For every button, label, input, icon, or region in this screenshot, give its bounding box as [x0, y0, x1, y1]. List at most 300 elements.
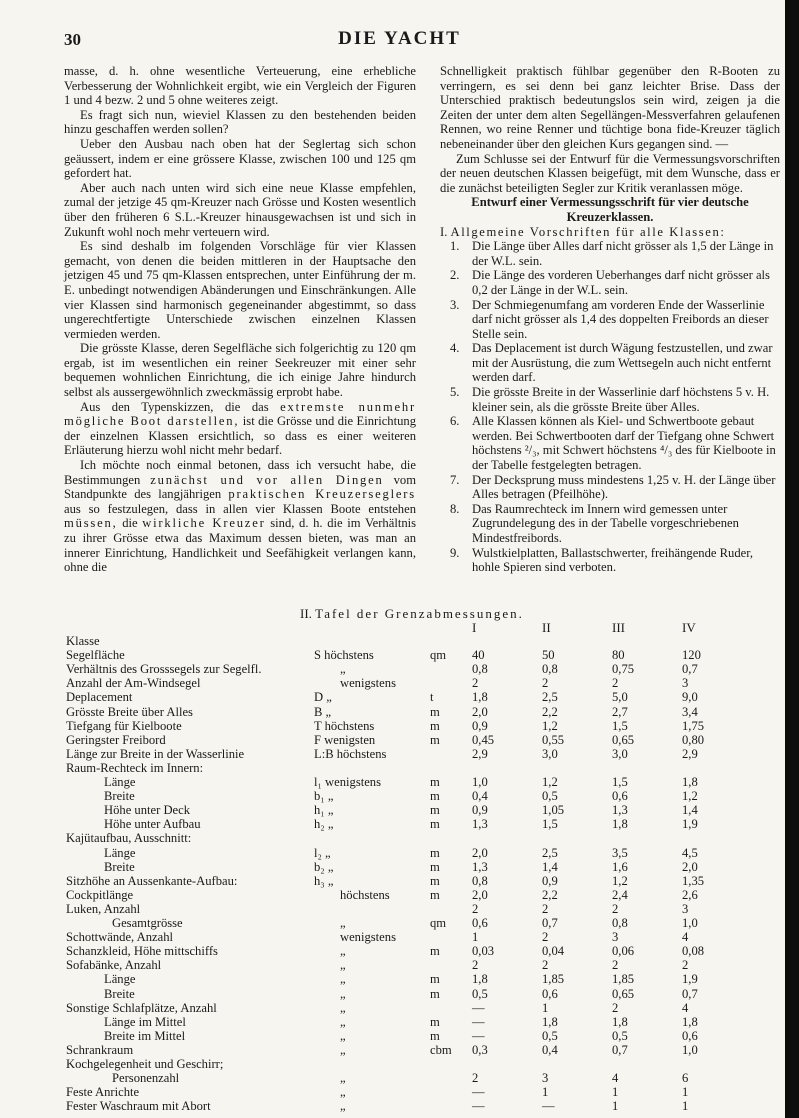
row-label: Sitzhöhe an Aussenkante-Aufbau:: [66, 873, 238, 888]
row-symbol: b₂ „: [314, 859, 334, 874]
section-title: Allgemeine Vorschriften für alle Klassen:: [450, 224, 726, 239]
table-row: [0, 902, 790, 916]
cell-class-1: —: [472, 1099, 485, 1114]
table-row: [0, 930, 790, 944]
cell-class-4: 3: [682, 676, 689, 691]
cell-class-1: 2: [472, 958, 479, 973]
row-symbol: „: [340, 1085, 346, 1100]
row-unit: qm: [430, 648, 447, 663]
row-label: Fester Waschraum mit Abort: [66, 1099, 211, 1114]
table-row: [0, 662, 790, 676]
spaced-text: praktischen Kreuzerseglers: [228, 487, 416, 502]
cell-class-4: 3: [682, 901, 689, 916]
cell-class-3: 1,85: [612, 972, 635, 987]
cell-class-2: 50: [542, 648, 555, 663]
row-label: Länge: [104, 775, 136, 789]
table-row: [0, 803, 790, 817]
cell-class-1: 1,3: [472, 817, 488, 832]
cell-class-2: 2: [542, 676, 549, 691]
cell-class-3: 0,5: [612, 1028, 628, 1043]
table-row: [0, 1043, 790, 1057]
rule-text: Das Raumrechteck im Innern wird gemessen unter Zugrundelegung des in der Tabelle vorgeschriebenen Mindestfreibords.: [472, 501, 739, 545]
cell-class-3: 80: [612, 648, 625, 663]
cell-class-1: 2,0: [472, 887, 488, 902]
row-unit: m: [430, 775, 440, 789]
rule-item: [450, 473, 780, 502]
rule-item: [450, 385, 780, 414]
table-row: [0, 916, 790, 930]
cell-class-4: 4: [682, 1000, 689, 1015]
rule-number: 2.: [450, 268, 460, 283]
cell-class-4: 1,35: [682, 873, 705, 888]
cell-class-4: 0,80: [682, 732, 705, 747]
row-symbol: „: [340, 1099, 346, 1114]
table-title-number: II.: [300, 606, 312, 621]
row-unit: qm: [430, 916, 447, 930]
rule-number: 7.: [450, 472, 460, 487]
row-unit: m: [430, 803, 440, 818]
row-label: Grösste Breite über Alles: [66, 704, 193, 719]
row-label: Personenzahl: [112, 1071, 180, 1086]
row-unit: m: [430, 1028, 440, 1043]
row-symbol: D „: [314, 690, 332, 705]
paragraph: Es sind deshalb im folgenden Vorschläge für vier Klassen gemacht, von denen die beiden mittleren in der Hauptsache den jetzigen 45 und 75 qm-Klassen entsprechen, unter Einführung der m. E. unbedingt notwendigen Abänderungen und Einschränkungen. Alle vier Klassen sind harmonisch gegeneinander abgestimmt, so dass ungerechtfertigte Unterschiede zwischen einzelnen Klassen vermieden werden.: [64, 239, 416, 341]
cell-class-3: 1: [612, 1085, 619, 1100]
cell-class-3: 4: [612, 1071, 619, 1086]
cell-class-1: 0,5: [472, 986, 488, 1001]
row-unit: m: [430, 845, 440, 860]
row-symbol: T höchstens: [314, 718, 375, 733]
paragraph: Es fragt sich nun, wieviel Klassen zu den bestehenden beiden hinzu geschaffen werden sollen?: [64, 107, 416, 137]
row-label: Segelfläche: [66, 648, 125, 663]
text-run: Aus den Typenskizzen, die das: [80, 399, 269, 414]
table-row: [0, 987, 790, 1001]
row-symbol: „: [340, 972, 346, 987]
paragraph: Aber auch nach unten wird sich eine neue Klasse empfehlen, zumal der jetzige 45 qm-Kreuzer nach Grösse und Kosten wesentlich über den früheren 6 S.L.-Kreuzer hinausgewachsen ist und sich in Zukunft wohl noch mehr verteuern wird.: [64, 180, 416, 239]
row-symbol: h₂ „: [314, 817, 334, 832]
cell-class-2: 2,2: [542, 704, 558, 719]
cell-class-2: 1,5: [542, 817, 558, 832]
cell-class-1: 0,9: [472, 718, 488, 733]
row-label: Verhältnis des Grosssegels zur Segelfl.: [66, 662, 262, 677]
cell-class-1: 0,03: [472, 944, 495, 959]
cell-class-1: 40: [472, 648, 485, 663]
row-unit: m: [430, 944, 440, 959]
cell-class-4: 6: [682, 1071, 689, 1086]
table-row: [0, 1099, 790, 1113]
row-symbol: „: [340, 1014, 346, 1029]
cell-class-2: 2: [542, 901, 549, 916]
cell-class-3: 1,3: [612, 803, 628, 818]
spaced-text: wirkliche Kreuzer: [142, 516, 266, 531]
cell-class-1: 0,9: [472, 803, 488, 818]
table-row: [0, 972, 790, 986]
row-symbol: „: [340, 958, 346, 973]
table-row: [0, 860, 790, 874]
row-unit: m: [430, 817, 440, 832]
cell-class-3: 3,0: [612, 746, 628, 761]
cell-class-1: 2: [472, 901, 479, 916]
cell-class-4: 2,0: [682, 859, 698, 874]
spaced-text: extremste nunmehr mögliche Boot darstellen,: [64, 399, 416, 429]
cell-class-2: 0,9: [542, 873, 558, 888]
cell-class-3: 0,65: [612, 732, 635, 747]
section-number: I.: [440, 224, 448, 239]
row-label: Geringster Freibord: [66, 732, 166, 747]
cell-class-4: 2,6: [682, 887, 698, 902]
paragraph: Die grösste Klasse, deren Segelfläche sich folgerichtig zu 120 qm ergab, ist im wesentlichen ein reiner Seekreuzer mit einer sehr bequemen wohnlichen Einrichtung, die ich einige Jahre hindurch selbst als aussergewöhnlich zweckmässig erprobt habe.: [64, 341, 416, 400]
cell-class-2: 0,04: [542, 944, 565, 959]
row-label: Cockpitlänge: [66, 887, 134, 902]
rule-number: 1.: [450, 239, 460, 254]
cell-class-4: 9,0: [682, 690, 698, 705]
cell-class-4: 1,4: [682, 803, 698, 818]
cell-class-1: 0,8: [472, 873, 488, 888]
row-unit: m: [430, 873, 440, 888]
cell-class-4: 4: [682, 930, 689, 945]
cell-class-2: 0,4: [542, 1042, 558, 1057]
row-symbol: „: [340, 986, 346, 1001]
row-unit: cbm: [430, 1042, 452, 1057]
row-symbol: wenigstens: [340, 676, 396, 691]
text-run: sind, d. h. die im Verhältnis zu ihrer Grösse etwa das Maximum dessen bieten, was man an innerer Einrichtung, Handlichkeit und Seefähigkeit verlangen kann, ohne die: [64, 516, 417, 575]
row-label: Breite: [104, 986, 135, 1001]
row-symbol: h₃ „: [314, 873, 334, 888]
cell-class-4: 1,0: [682, 1042, 698, 1057]
row-label: Höhe unter Deck: [104, 803, 191, 818]
cell-class-2: 2,2: [542, 887, 558, 902]
cell-class-2: 2: [542, 930, 549, 945]
class-header: IV: [682, 620, 696, 635]
cell-class-3: 1,6: [612, 859, 628, 874]
row-unit: m: [430, 887, 440, 902]
cell-class-4: 1,2: [682, 789, 698, 804]
row-symbol: F wenigsten: [314, 732, 376, 747]
cell-class-3: 0,65: [612, 986, 635, 1001]
cell-class-2: 1,05: [542, 803, 565, 818]
row-symbol: L:B höchstens: [314, 746, 387, 761]
rule-text: Die Länge über Alles darf nicht grösser als 1,5 der Länge in der W.L. sein.: [472, 239, 774, 268]
row-label: Raum-Rechteck im Innern:: [66, 760, 204, 775]
text-run: die: [122, 516, 138, 531]
cell-class-2: 1,4: [542, 859, 558, 874]
cell-class-4: 1,8: [682, 1014, 698, 1029]
cell-class-1: 1,8: [472, 972, 488, 987]
cell-class-2: 3,0: [542, 746, 558, 761]
cell-class-4: 3,4: [682, 704, 698, 719]
row-symbol: b₁ „: [314, 789, 334, 804]
rule-text: Der Decksprung muss mindestens 1,25 v. H. der Länge über Alles betragen (Pfeilhöhe).: [472, 472, 776, 502]
table-row: [0, 789, 790, 803]
cell-class-2: 1,2: [542, 718, 558, 733]
row-label: Kajütaufbau, Ausschnitt:: [66, 831, 192, 846]
cell-class-1: —: [472, 1028, 485, 1043]
cell-class-3: 1: [612, 1099, 619, 1114]
cell-class-3: 2: [612, 1000, 619, 1015]
text-run: Ich möchte noch einmal betonen, dass ich versucht habe, die Bestimmungen: [64, 458, 416, 487]
cell-class-1: 2: [472, 1071, 479, 1086]
row-label: Länge: [104, 972, 136, 987]
cell-class-4: 1,75: [682, 718, 705, 733]
cell-class-1: —: [472, 1014, 485, 1029]
table-row: [0, 944, 790, 958]
rule-number: 8.: [450, 501, 460, 516]
cell-class-4: 120: [682, 648, 701, 663]
cell-class-2: 1,2: [542, 775, 558, 789]
cell-class-3: 0,75: [612, 662, 635, 677]
row-label: Deplacement: [66, 690, 133, 705]
row-symbol: höchstens: [340, 887, 390, 902]
left-column: [64, 64, 416, 575]
page-number: 30: [64, 30, 81, 49]
row-label: Länge: [104, 845, 136, 860]
row-label: Kochgelegenheit und Geschirr;: [66, 1057, 224, 1071]
table-row: [0, 676, 790, 690]
table-row: [0, 634, 790, 648]
row-label: Anzahl der Am-Windsegel: [66, 676, 201, 691]
cell-class-2: 0,5: [542, 789, 558, 804]
cell-class-1: 2,9: [472, 746, 488, 761]
row-label: Höhe unter Aufbau: [104, 817, 201, 832]
row-unit: m: [430, 789, 440, 804]
paragraph: masse, d. h. ohne wesentliche Verteuerung, eine erhebliche Verbesserung der Wohnlichkeit ergibt, wie ein Vergleich der Figuren 1 und 4 bezw. 2 und 5 ohne weiteres zeigt.: [64, 64, 416, 108]
row-symbol: h₁ „: [314, 803, 334, 818]
cell-class-1: 0,3: [472, 1042, 488, 1057]
row-symbol: S höchstens: [314, 648, 374, 663]
row-unit: m: [430, 986, 440, 1001]
table-row: [0, 1057, 790, 1071]
rule-text: Die Länge des vorderen Ueberhanges darf nicht grösser als 0,2 der Länge in der W.L. sein.: [472, 268, 770, 297]
cell-class-1: 0,4: [472, 789, 488, 804]
row-unit: m: [430, 704, 440, 719]
row-label: Sofabänke, Anzahl: [66, 958, 162, 973]
cell-class-2: 1,85: [542, 972, 565, 987]
cell-class-3: 2,4: [612, 887, 628, 902]
text-run: aus so festzulegen, dass in allen vier Klassen Boote entstehen: [64, 501, 416, 516]
table-row: [0, 888, 790, 902]
table-row: [0, 719, 790, 733]
cell-class-3: 3: [612, 930, 619, 945]
cell-class-2: 1: [542, 1085, 549, 1100]
cell-class-2: 0,6: [542, 986, 558, 1001]
cell-class-3: 2,7: [612, 704, 628, 719]
rule-number: 4.: [450, 341, 460, 356]
table-row: [0, 817, 790, 831]
cell-class-1: 1,3: [472, 859, 488, 874]
row-symbol: wenigstens: [340, 930, 396, 945]
cell-class-4: 0,08: [682, 944, 705, 959]
cell-class-4: 4,5: [682, 845, 698, 860]
cell-class-3: 0,8: [612, 916, 628, 930]
table-row: [0, 1071, 790, 1085]
row-label: Länge zur Breite in der Wasserlinie: [66, 746, 245, 761]
cell-class-3: 1,5: [612, 718, 628, 733]
paragraph: Schnelligkeit praktisch fühlbar gegenüber den R-Booten zu verringern, es sei denn bei ganz leichter Brise. Dass der Unterschied praktisch bedeutungslos sein wird, zeigen ja die Zeiten der unter dem alten Segellängen-Messverfahren gelaufenen Rennen, wo reine Renner und tüchtige bona fide-Kreuzer täglich nebeneinander über den gleichen Kurs gegangen sind. —: [440, 64, 780, 151]
cell-class-1: 2,0: [472, 845, 488, 860]
draft-heading: Entwurf einer Vermessungsschrift für vier deutsche Kreuzerklassen.: [471, 195, 749, 224]
row-label: Breite: [104, 859, 135, 874]
cell-class-4: 1,9: [682, 972, 698, 987]
cell-class-3: 1,8: [612, 817, 628, 832]
cell-class-2: 2,5: [542, 690, 558, 705]
cell-class-2: 0,5: [542, 1028, 558, 1043]
rule-text: Wulstkielplatten, Ballastschwerter, freihängende Ruder, hohle Spieren sind verboten.: [472, 545, 754, 575]
cell-class-3: 0,6: [612, 789, 628, 804]
table-row: [0, 747, 790, 761]
row-symbol: „: [340, 916, 346, 930]
table-row: [0, 705, 790, 719]
cell-class-1: —: [472, 1000, 485, 1015]
cell-class-3: 3,5: [612, 845, 628, 860]
row-symbol: „: [340, 1071, 346, 1086]
cell-class-4: 1,0: [682, 916, 698, 930]
table-row: [0, 958, 790, 972]
rule-item: [450, 298, 780, 342]
cell-class-4: 0,6: [682, 1028, 698, 1043]
paragraph: Ueber den Ausbau nach oben hat der Seglertag sich schon geäussert, indem er eine grössere Klasse, zwischen 100 und 125 qm gefordert hat.: [64, 136, 416, 181]
table-row: [0, 733, 790, 747]
row-label: Schottwände, Anzahl: [66, 930, 174, 945]
rule-text: Das Deplacement ist durch Wägung festzustellen, und zwar mit der Ausrüstung, die zum Wettsegeln auch nicht entfernt werden darf.: [472, 341, 773, 385]
cell-class-2: 1: [542, 1000, 549, 1015]
cell-class-3: 2: [612, 676, 619, 691]
cell-class-4: 0,7: [682, 662, 698, 677]
cell-class-1: 0,8: [472, 662, 488, 677]
table-row: [0, 831, 790, 845]
table-row: [0, 690, 790, 704]
cell-class-4: 1,9: [682, 817, 698, 832]
rule-number: 3.: [450, 297, 460, 312]
rule-number: 5.: [450, 385, 460, 400]
row-symbol: „: [340, 944, 346, 959]
cell-class-2: 2: [542, 958, 549, 973]
rule-item: [450, 546, 780, 575]
cell-class-2: 3: [542, 1071, 549, 1086]
rule-item: [450, 502, 780, 546]
rule-text: Der Schmiegenumfang am vorderen Ende der Wasserlinie darf nicht grösser als 1,4 des doppelten Freibords an dieser Stelle sein.: [472, 297, 769, 341]
running-title: DIE YACHT: [338, 28, 461, 49]
cell-class-1: 2: [472, 676, 479, 691]
cell-class-3: 5,0: [612, 690, 628, 705]
cell-class-3: 1,2: [612, 873, 628, 888]
table-row: [0, 761, 790, 775]
row-unit: m: [430, 732, 440, 747]
cell-class-4: 1: [682, 1099, 689, 1114]
table-header-row: [0, 620, 790, 634]
table-row: [0, 648, 790, 662]
cell-class-3: 0,7: [612, 1042, 628, 1057]
row-label: Luken, Anzahl: [66, 901, 141, 916]
text-run: ist die Grösse und die Einrichtung der einzelnen Klassen ersichtlich, so dass es einer weiteren Erläuterung hierzu wohl nicht mehr bedarf.: [64, 414, 416, 458]
rule-number: 6.: [450, 414, 460, 429]
cell-class-1: 1,8: [472, 690, 488, 705]
table-row: [0, 1085, 790, 1099]
row-unit: m: [430, 859, 440, 874]
rule-item: [450, 239, 780, 268]
cell-class-4: 1,8: [682, 775, 698, 789]
cell-class-2: 0,8: [542, 662, 558, 677]
row-label: Feste Anrichte: [66, 1085, 140, 1100]
table-row: [0, 1015, 790, 1029]
row-label: Klasse: [66, 634, 100, 648]
rule-item: [450, 268, 780, 297]
row-label: Sonstige Schlafplätze, Anzahl: [66, 1000, 217, 1015]
cell-class-4: 2,9: [682, 746, 698, 761]
cell-class-4: 0,7: [682, 986, 698, 1001]
cell-class-3: 2: [612, 901, 619, 916]
row-label: Gesamtgrösse: [112, 916, 183, 930]
cell-class-2: 1,8: [542, 1014, 558, 1029]
cell-class-4: 1: [682, 1085, 689, 1100]
row-unit: m: [430, 1014, 440, 1029]
cell-class-4: 2: [682, 958, 689, 973]
spaced-text: müssen,: [64, 516, 118, 531]
cell-class-1: 0,6: [472, 916, 488, 930]
row-label: Breite: [104, 789, 135, 804]
section-heading: [440, 225, 780, 240]
table-row: [0, 874, 790, 888]
cell-class-1: 1: [472, 930, 479, 945]
paragraph: [64, 458, 416, 575]
row-symbol: l₂ „: [314, 845, 331, 860]
table-row: [0, 1001, 790, 1015]
cell-class-2: 0,7: [542, 916, 558, 930]
row-unit: m: [430, 972, 440, 987]
row-symbol: l₁ wenigstens: [314, 775, 382, 789]
row-label: Länge im Mittel: [104, 1014, 186, 1029]
row-label: Breite im Mittel: [104, 1028, 186, 1043]
cell-class-1: 2,0: [472, 704, 488, 719]
cell-class-2: 0,55: [542, 732, 565, 747]
row-symbol: B „: [314, 704, 332, 719]
row-unit: t: [430, 690, 434, 705]
paragraph: [64, 400, 416, 458]
table-row: [0, 775, 790, 789]
cell-class-3: 0,06: [612, 944, 635, 959]
row-symbol: „: [340, 662, 346, 677]
right-column: [440, 64, 780, 575]
paragraph: Zum Schlusse sei der Entwurf für die Vermessungsvorschriften der neuen deutschen Klassen beigefügt, mit dem Wunsche, dass er die zunächst beteiligten Segler zur Kritik veranlassen möge.: [440, 151, 780, 195]
class-header: III: [612, 620, 625, 635]
row-unit: m: [430, 718, 440, 733]
cell-class-1: —: [472, 1085, 485, 1100]
cell-class-1: 1,0: [472, 775, 488, 789]
rule-list: [440, 239, 780, 575]
row-symbol: „: [340, 1042, 346, 1057]
cell-class-3: 1,8: [612, 1014, 628, 1029]
rule-text: Alle Klassen können als Kiel- und Schwertboote gebaut werden. Bei Schwertbooten darf der Tiefgang ohne Schwert höchstens ²/₃, mit Schwert höchstens ⁴/₃ des für Kielboote in der Tabelle festgelegten betragen.: [472, 414, 776, 473]
rule-item: [450, 414, 780, 472]
row-label: Schrankraum: [66, 1042, 134, 1057]
row-symbol: „: [340, 1000, 346, 1015]
class-header: II: [542, 620, 551, 635]
class-header: I: [472, 620, 477, 635]
text-run: vom Standpunkte des langjährigen: [64, 472, 416, 502]
row-label: Schanzkleid, Höhe mittschiffs: [66, 944, 218, 959]
cell-class-3: 2: [612, 958, 619, 973]
spaced-text: zunächst und vor allen Dingen: [150, 472, 384, 487]
cell-class-1: 0,45: [472, 732, 495, 747]
rule-text: Die grösste Breite in der Wasserlinie darf höchstens 5 v. H. kleiner sein, als die grösste Breite über Alles.: [472, 385, 770, 414]
rule-item: [450, 341, 780, 385]
rule-number: 9.: [450, 545, 460, 560]
row-symbol: „: [340, 1028, 346, 1043]
row-label: Tiefgang für Kielboote: [66, 718, 182, 733]
cell-class-2: —: [542, 1099, 555, 1114]
cell-class-3: 1,5: [612, 775, 628, 789]
table-row: [0, 846, 790, 860]
table-row: [0, 1029, 790, 1043]
